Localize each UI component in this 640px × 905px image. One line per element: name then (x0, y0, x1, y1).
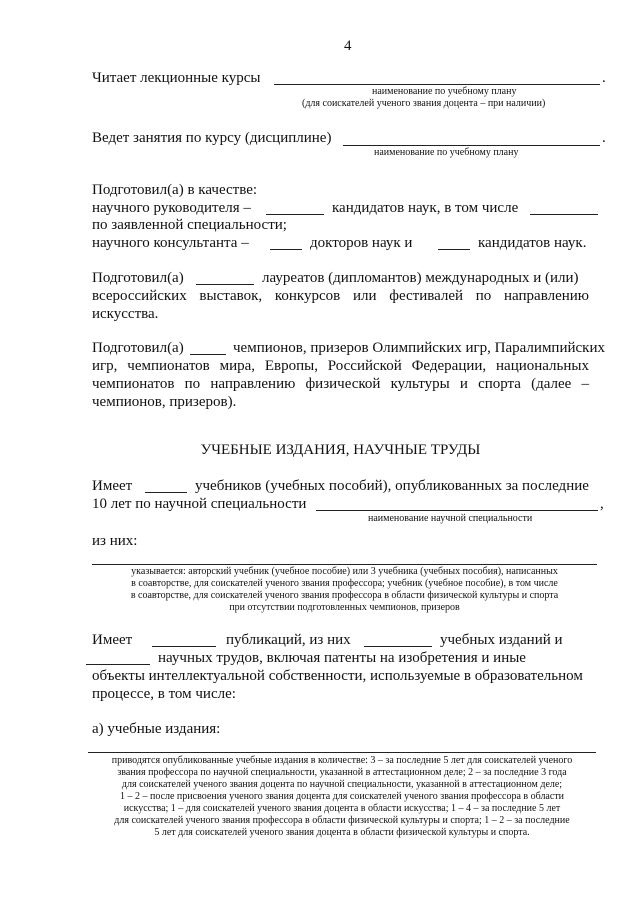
supervisor-count-line (266, 214, 324, 215)
note2-line-5: искусства; 1 – для соискателей ученого звания доцента в области искусства; 1 – 4 – за последние 5 лет (123, 803, 561, 814)
course-period: . (602, 130, 606, 146)
of-them-label: из них: (92, 533, 138, 549)
publications-line2-rest: научных трудов, включая патенты на изобретения и иные (158, 650, 526, 666)
by-specialty-label: по заявленной специальности; (92, 217, 287, 233)
textbooks-comma: , (600, 496, 604, 512)
course-hint: наименование по учебному плану (374, 147, 519, 158)
champions-prefix: Подготовил(а) (92, 340, 184, 356)
note1-line (92, 564, 597, 565)
candidates-count-line (438, 249, 470, 250)
doctors-and-label: докторов наук и (310, 235, 413, 251)
educational-count-line (364, 646, 432, 647)
note2-line-1: приводятся опубликованные учебные издания в количестве: 3 – за последние 5 лет для соискателей ученого (111, 755, 573, 766)
specialty-name-line (316, 510, 598, 511)
section-title: УЧЕБНЫЕ ИЗДАНИЯ, НАУЧНЫЕ ТРУДЫ (200, 442, 481, 458)
publications-line3: объекты интеллектуальной собственности, используемые в образовательном (92, 668, 583, 684)
note1-line-1: указывается: авторский учебник (учебное пособие) или 3 учебника (учебных пособия), написанных (131, 566, 558, 577)
note2-line-7: 5 лет для соискателей ученого звания доцента в области физической культуры и спорта. (154, 827, 530, 838)
candidates-incl-label: кандидатов наук, в том числе (332, 200, 519, 216)
scientific-count-line (86, 664, 150, 665)
laureates-count-line (196, 284, 254, 285)
champions-line4: чемпионов, призеров). (92, 394, 237, 410)
laureates-line2: всероссийских выставок, конкурсов или фестивалей по направлению (92, 288, 589, 304)
note1-line-4: при отсутствии подготовленных чемпионов, призеров (229, 602, 460, 613)
lecture-courses-label: Читает лекционные курсы (92, 70, 261, 86)
laureates-line1-rest: лауреатов (дипломантов) международных и (или) (262, 270, 579, 286)
champions-line1-rest: чемпионов, призеров Олимпийских игр, Паралимпийских (233, 340, 605, 356)
supervisor-label: научного руководителя – (92, 200, 251, 216)
specialty-count-line (530, 214, 598, 215)
doctors-count-line (270, 249, 302, 250)
prepared-title: Подготовил(а) в качестве: (92, 182, 258, 198)
champions-line3: чемпионатов по направлению физической культуры и спорта (далее – (92, 376, 589, 392)
laureates-line3: искусства. (92, 306, 159, 322)
champions-count-line (190, 354, 226, 355)
consultant-label: научного консультанта – (92, 235, 249, 251)
lecture-hint-name: наименование по учебному плану (372, 86, 517, 97)
note1-line-2: в соавторстве, для соискателей ученого звания профессора; учебник (учебное пособие), в том числе (131, 578, 558, 589)
lecture-hint-docent: (для соискателей ученого звания доцента – при наличии) (302, 98, 546, 109)
note2-line-3: для соискателей ученого звания доцента по научной специальности, указанной в аттестационном деле; (121, 779, 563, 790)
note1-line-3: в соавторстве, для соискателей ученого звания профессора в области физической культуры и спорта (130, 590, 559, 601)
page-number: 4 (344, 38, 352, 54)
textbooks-line2: 10 лет по научной специальности (92, 496, 307, 512)
champions-line2: игр, чемпионатов мира, Европы, Российской Федерации, национальных (92, 358, 589, 374)
laureates-prefix: Подготовил(а) (92, 270, 184, 286)
note2-line-6: для соискателей ученого звания профессора в области физической культуры и спорта; 1 – 2 – за последние (114, 815, 570, 826)
educational-label: учебных изданий и (440, 632, 563, 648)
note2-line (88, 752, 596, 753)
candidates-label: кандидатов наук. (478, 235, 587, 251)
textbooks-has: Имеет (92, 478, 133, 494)
note2-line-2: звания профессора по научной специальности, указанной в аттестационном деле; 2 – за последние 3 года (117, 767, 567, 778)
item-a-label: а) учебные издания: (92, 721, 221, 737)
publications-of-label: публикаций, из них (226, 632, 351, 648)
lecture-courses-field-line (274, 84, 600, 85)
textbooks-count-line (145, 492, 187, 493)
note2-line-4: 1 – 2 – после присвоения ученого звания доцента для соискателей ученого звания профессора в области (119, 791, 565, 802)
publications-count-line (152, 646, 216, 647)
textbooks-rest: учебников (учебных пособий), опубликованных за последние (195, 478, 589, 494)
lecture-period: . (602, 70, 606, 86)
specialty-name-hint: наименование научной специальности (368, 513, 533, 524)
publications-line4: процессе, в том числе: (92, 686, 236, 702)
publications-has: Имеет (92, 632, 133, 648)
course-label: Ведет занятия по курсу (дисциплине) (92, 130, 332, 146)
course-field-line (343, 145, 600, 146)
